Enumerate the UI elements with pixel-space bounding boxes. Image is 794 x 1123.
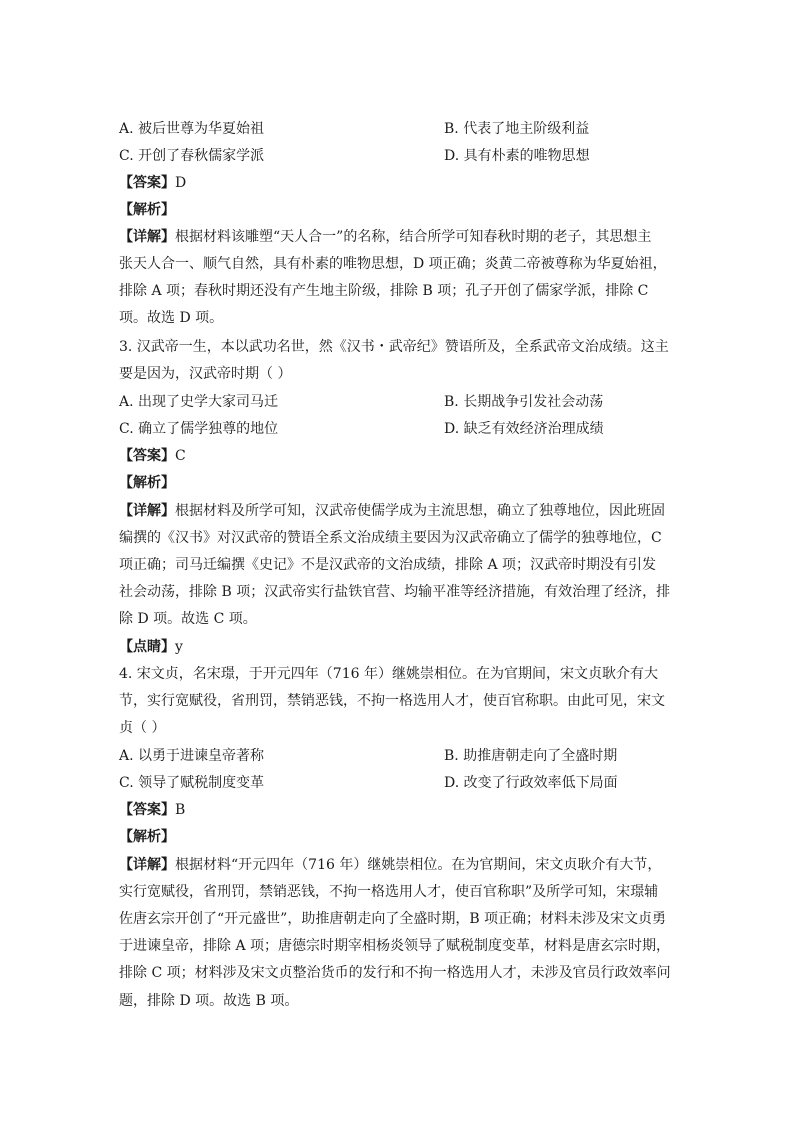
q4-answer xyxy=(119,801,679,819)
q4-option-c: C. 领导了赋税制度变革 xyxy=(119,775,265,791)
q2-detail-line-4: 项。故选 D 项。 xyxy=(119,310,224,326)
q3-option-c: C. 确立了儒学独尊的地位 xyxy=(119,421,279,437)
q2-option-d: D. 具有朴素的唯物思想 xyxy=(444,148,590,164)
q2-detail-line-2: 张天人合一、顺气自然，具有朴素的唯物思想，D 项正确；炎黄二帝被尊称为华夏始祖， xyxy=(119,256,667,272)
answer-value: C xyxy=(175,448,186,464)
q3-stem-line-1: 3. 汉武帝一生，本以武功名世，然《汉书・武帝纪》赞语所及，全系武帝文治成绩。这主 xyxy=(119,339,669,355)
q2-detail-line-1 xyxy=(119,228,679,246)
q4-option-d: D. 改变了行政效率低下局面 xyxy=(444,775,618,791)
detail-text: 根据材料及所学可知，汉武帝使儒学成为主流思想，确立了独尊地位，因此班固 xyxy=(175,503,665,519)
q3-option-a: A. 出现了史学大家司马迁 xyxy=(119,394,279,410)
q4-detail-line-6: 题，排除 D 项。故选 B 项。 xyxy=(119,993,299,1009)
q4-detail-line-1 xyxy=(119,856,679,874)
q4-stem-line-1: 4. 宋文贞，名宋璟，于开元四年（716 年）继姚崇相位。在为官期间，宋文贞耿介有大 xyxy=(119,666,658,682)
q4-detail-line-5: 排除 C 项；材料涉及宋文贞整治货币的发行和不拘一格选用人才，未涉及官员行政效率问 xyxy=(119,965,671,981)
q3-detail-line-5: 除 D 项。故选 C 项。 xyxy=(119,611,257,627)
detail-label: 【详解】 xyxy=(119,857,175,873)
detail-text: 根据材料该雕塑“天人合一”的名称，结合所学可知春秋时期的老子，其思想主 xyxy=(175,229,652,245)
q4-option-a: A. 以勇于进谏皇帝著称 xyxy=(119,748,265,764)
q3-option-d: D. 缺乏有效经济治理成绩 xyxy=(444,421,604,437)
q4-option-b: B. 助推唐朝走向了全盛时期 xyxy=(444,748,618,764)
q2-analysis-label: 【解析】 xyxy=(119,202,175,218)
q2-answer xyxy=(119,174,679,192)
q4-detail-line-4: 于进谏皇帝，排除 A 项；唐德宗时期宰相杨炎领导了赋税制度变革，材料是唐玄宗时期， xyxy=(119,938,671,954)
point-value: y xyxy=(175,639,183,655)
answer-label: 【答案】 xyxy=(119,448,175,464)
q4-stem-line-3: 贞（ ） xyxy=(119,720,166,736)
answer-value: D xyxy=(175,175,187,191)
q2-detail-line-3: 排除 A 项；春秋时期还没有产生地主阶级，排除 B 项；孔子开创了儒家学派，排除 C xyxy=(119,283,649,299)
answer-label: 【答案】 xyxy=(119,175,175,191)
q3-detail-line-1 xyxy=(119,502,679,520)
point-label: 【点睛】 xyxy=(119,639,175,655)
q4-analysis-label: 【解析】 xyxy=(119,829,175,845)
q4-stem-line-2: 节，实行宽赋役，省刑罚，禁销恶钱，不拘一格选用人才，使百官称职。由此可见，宋文 xyxy=(119,693,665,709)
q2-option-c: C. 开创了春秋儒家学派 xyxy=(119,148,265,164)
q4-detail-line-2: 实行宽赋役，省刑罚，禁销恶钱，不拘一格选用人才，使百官称职”及所学可知，宋璟辅 xyxy=(119,884,659,900)
detail-label: 【详解】 xyxy=(119,229,175,245)
detail-label: 【详解】 xyxy=(119,503,175,519)
q3-detail-line-4: 社会动荡，排除 B 项；汉武帝实行盐铁官营、均输平准等经济措施，有效治理了经济，排 xyxy=(119,584,671,600)
detail-text: 根据材料“开元四年（716 年）继姚崇相位。在为官期间，宋文贞耿介有大节， xyxy=(175,857,662,873)
q2-option-a: A. 被后世尊为华夏始祖 xyxy=(119,121,265,137)
answer-label: 【答案】 xyxy=(119,802,175,818)
q3-option-b: B. 长期战争引发社会动荡 xyxy=(444,394,604,410)
q3-answer xyxy=(119,447,679,465)
answer-value: B xyxy=(175,802,186,818)
q4-detail-line-3: 佐唐玄宗开创了“开元盛世”，助推唐朝走向了全盛时期，B 项正确；材料未涉及宋文贞勇 xyxy=(119,911,667,927)
q3-detail-line-2: 编撰的《汉书》对汉武帝的赞语全系文治成绩主要因为汉武帝确立了儒学的独尊地位，C xyxy=(119,530,662,546)
q3-detail-line-3: 项正确；司马迁编撰《史记》不是汉武帝的文治成绩，排除 A 项；汉武帝时期没有引发 xyxy=(119,557,657,573)
q3-point xyxy=(119,638,679,656)
q2-option-b: B. 代表了地主阶级利益 xyxy=(444,121,590,137)
q3-analysis-label: 【解析】 xyxy=(119,475,175,491)
q3-stem-line-2: 要是因为，汉武帝时期（ ） xyxy=(119,366,292,382)
